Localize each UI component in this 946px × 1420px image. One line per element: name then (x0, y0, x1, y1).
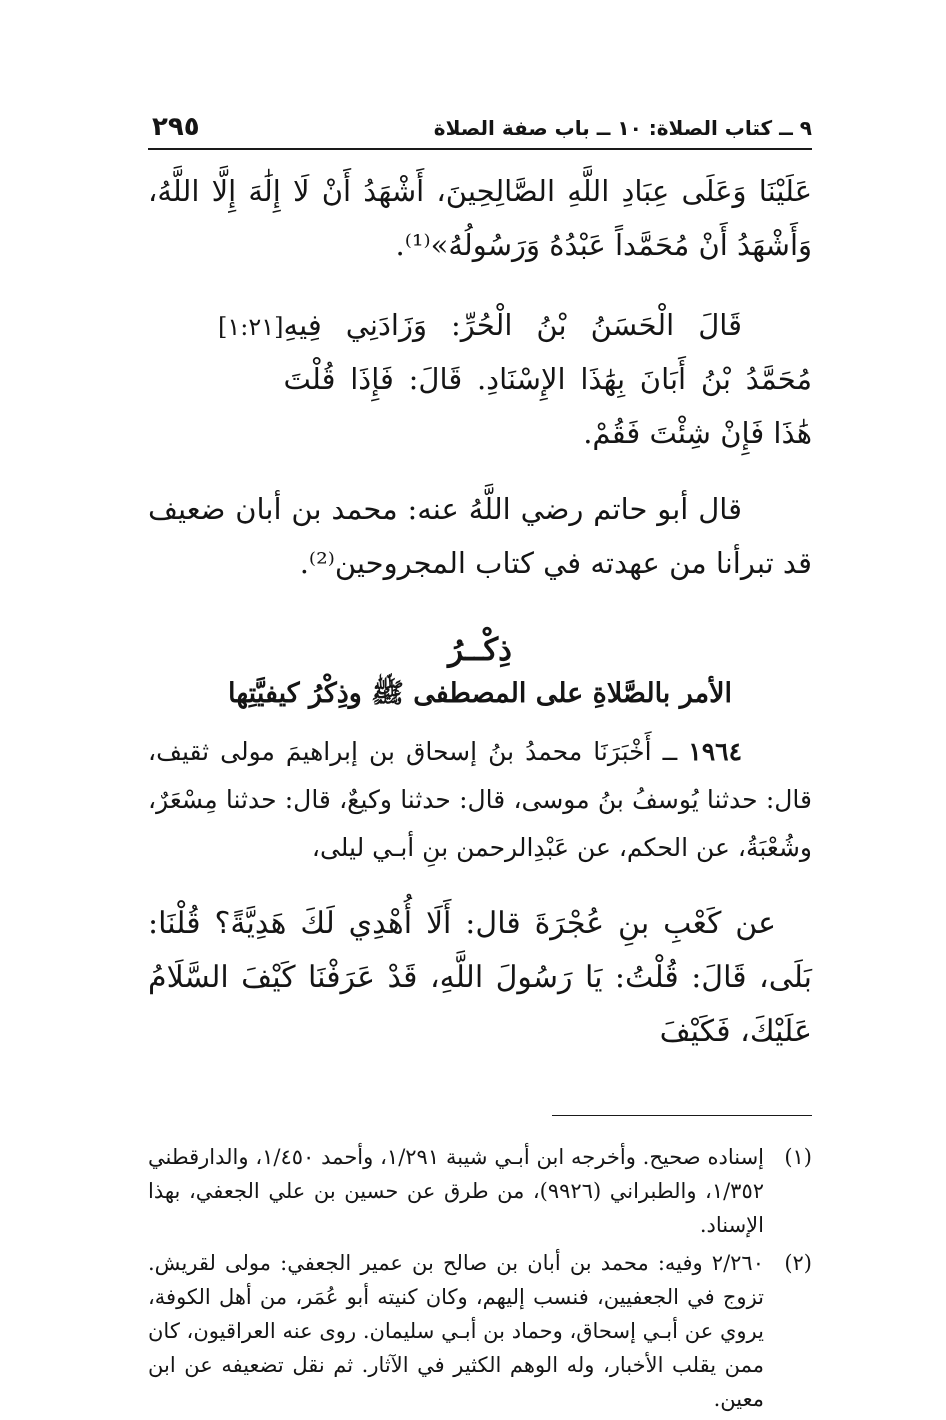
running-title: ٩ ــ كتاب الصلاة: ١٠ ــ باب صفة الصلاة (433, 116, 812, 140)
footnote-number: (١) (784, 1145, 812, 1169)
footnote-text: إسناده صحيح. وأخرجه ابن أبـي شيبة ١/٢٩١، وأحمد ١/٤٥٠، والدارقطني ١/٣٥٢، والطبراني (٩٩٢٦)، من طرق عن حسين بن علي الجعفي، بهذا الإسناد. (148, 1145, 765, 1237)
paragraph-1: عَلَيْنَا وَعَلَى عِبَادِ اللَّهِ الصَّالِحِينَ، أَشْهَدُ أَنْ لَا إِلَٰهَ إِلَّا اللَّهُ، وَأَشْهَدُ أَنْ مُحَمَّداً عَبْدُهُ وَرَسُولُهُ»⁽¹⁾. (148, 174, 812, 262)
paragraph-2 (148, 298, 812, 460)
footnote-1 (148, 1140, 812, 1242)
paragraph-3: قال أبو حاتم رضي اللَّهُ عنه: محمد بن أبان ضعيف قد تبرأنا من عهدته في كتاب المجروحين⁽²⁾. (148, 492, 812, 580)
section-heading (148, 628, 812, 716)
page-header (148, 110, 812, 150)
footnote-text: ٢/٢٦٠ وفيه: محمد بن أبان بن صالح بن عمير الجعفي: مولى لقريش. تزوج في الجعفيين، فنسب إليهم، وكان كنيته أبو عُمَر، من أهل الكوفة، يروي عن أبـي إسحاق، وحماد بن أبـي سليمان. روى عنه العراقيون، كان ممن يقلب الأخبار، وله الوهم الكثير في الآثار. ثم نقل تضعيفه عن ابن معين. (148, 1251, 764, 1411)
chapter-reference: [١:٢١] (218, 313, 284, 341)
footnotes (148, 1140, 812, 1416)
heading-subtitle: الأمر بالصَّلاةِ على المصطفى ﷺ وذِكْرُ كيفيَّتِها (228, 678, 732, 709)
footnote-divider (552, 1115, 812, 1116)
page-number: ٢٩٥ (152, 112, 200, 142)
hadith-matn: عن كَعْبِ بنِ عُجْرَةَ قال: أَلَا أُهْدِي لَكَ هَدِيَّةً؟ قُلْنَا: بَلَى، قَالَ: قُلْتُ: يَا رَسُولَ اللَّهِ، قَدْ عَرَفْنَا كَيْفَ السَّلَامُ عَلَيْكَ، فَكَيْفَ (148, 906, 812, 1049)
hadith-isnad-text: ــ أَخْبَرَنَا محمدُ بنُ إسحاق بن إبراهيمَ مولى ثقيف، قال: حدثنا يُوسفُ بنُ موسى، قال: حدثنا وكيعٌ، قال: حدثنا مِسْعَرٌ، وشُعْبَةُ، عن الحكم، عن عَبْدِالرحمن بنِ أبـي ليلى، (148, 737, 812, 862)
footnote-number: (٢) (784, 1251, 812, 1275)
hadith-isnad (148, 728, 812, 872)
hadith-number: ١٩٦٤ (688, 737, 743, 766)
book-page (148, 110, 812, 1420)
paragraph-2-text: قَالَ الْحَسَنُ بْنُ الْحُرِّ: وَزَادَنِي فِيهِ مُحَمَّدُ بْنُ أَبَانَ بِهَٰذَا الإِسْنَادِ. قَالَ: فَإِذَا قُلْتَ هَٰذَا فَإِنْ شِئْتَ فَقُمْ. (283, 308, 812, 450)
footnote-2 (148, 1246, 812, 1416)
heading-title: ذِكْــرُ (448, 632, 512, 668)
